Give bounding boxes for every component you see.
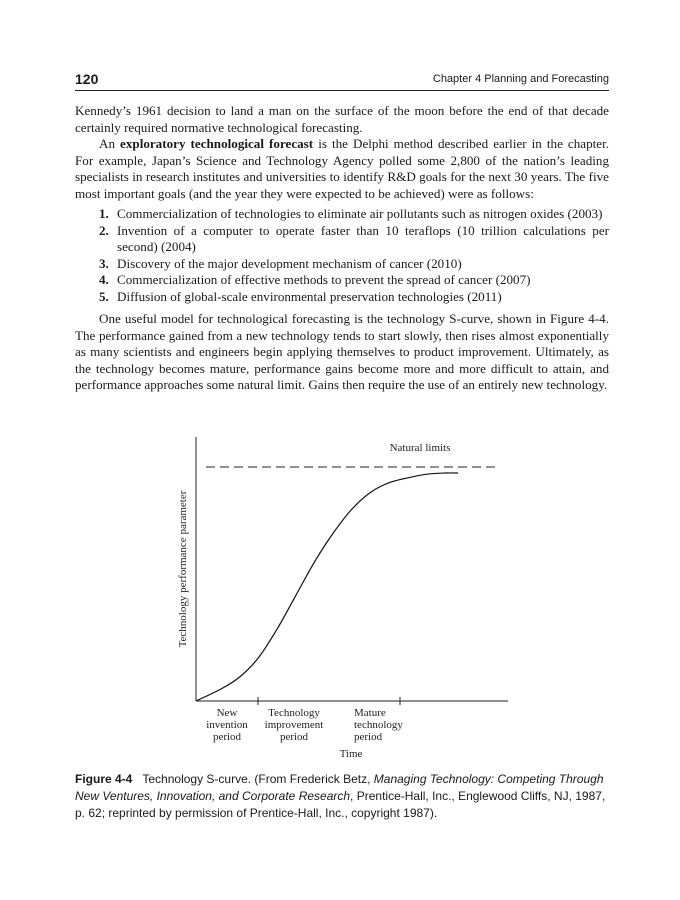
period-label: invention	[206, 719, 248, 731]
running-head: Chapter 4 Planning and Forecasting	[432, 73, 609, 85]
list-item: 1. Commercialization of technologies to eliminate air pollutants such as nitrogen oxides (2003)	[99, 206, 603, 221]
key-term: exploratory technological forecast	[120, 136, 314, 151]
list-item: 4. Commercialization of effective methods to prevent the spread of cancer (2007)	[99, 272, 531, 287]
paragraph-1: Kennedy’s 1961 decision to land a man on the surface of the moon before the end of that decade certainly required normative technological forecasting.	[75, 103, 609, 135]
paragraph-3: One useful model for technological forecasting is the technology S-curve, shown in Figure 4-4. The performance gained from a new technology tends to start slowly, then rises almost exponentially as many scientists and engineers begin applying themselves to product improvement. Ultimately, as the technology becomes mature, performance gains become more and more difficult to attain, and performance approaches some natural limit. Gains then require the use of an entirely new technology.	[75, 311, 609, 392]
s-curve-line	[196, 473, 458, 701]
y-axis-label: Technology performance parameter	[177, 490, 189, 648]
period-label: New	[216, 707, 238, 719]
list-item: 3. Discovery of the major development mechanism of cancer (2010)	[99, 255, 462, 271]
list-item: 5. Diffusion of global-scale environmental preservation technologies (2011)	[99, 288, 502, 304]
period-label: Mature	[354, 707, 386, 719]
figure-caption: Figure 4-4 Technology S-curve. (From Frederick Betz, Managing Technology: Competing Through New Ventures, Innovation, and Corporate Research, Prentice-Hall, Inc., Englewood Cliffs, NJ, 1987, p. 62; reprinted by permission of Prentice-Hall, Inc., copyright 1987).	[75, 772, 606, 820]
page-number: 120	[75, 71, 99, 87]
s-curve-chart	[172, 437, 517, 762]
period-label: period	[354, 731, 383, 743]
s-curve-figure	[172, 437, 517, 762]
list-item: 2. Invention of a computer to operate faster than 10 teraflops (10 trillion calculations per second) (2004)	[99, 222, 609, 254]
figure-label: Figure 4-4	[75, 772, 133, 786]
natural-limits-label: Natural limits	[389, 442, 451, 454]
body-text	[75, 103, 609, 394]
paragraph-2: An exploratory technological forecast is the Delphi method described earlier in the chapter. For example, Japan’s Science and Technology Agency polled some 2,800 of the nation’s leading specialists in research institutes and universities to identify R&D goals for the next 30 years. The five most important goals (and the year they were expected to be achieved) were as follows:	[75, 136, 609, 201]
x-axis-label: Time	[339, 748, 363, 760]
book-title: Managing Technology: Competing Through New Ventures, Innovation, and Corporate Research	[75, 772, 604, 803]
goals-list	[75, 206, 609, 305]
period-label: period	[279, 731, 309, 743]
period-label: improvement	[264, 719, 324, 731]
period-label: period	[212, 731, 242, 743]
header-rule	[75, 90, 609, 91]
period-label: Technology	[268, 707, 320, 719]
page-header	[75, 71, 609, 91]
period-label: technology	[354, 719, 403, 731]
